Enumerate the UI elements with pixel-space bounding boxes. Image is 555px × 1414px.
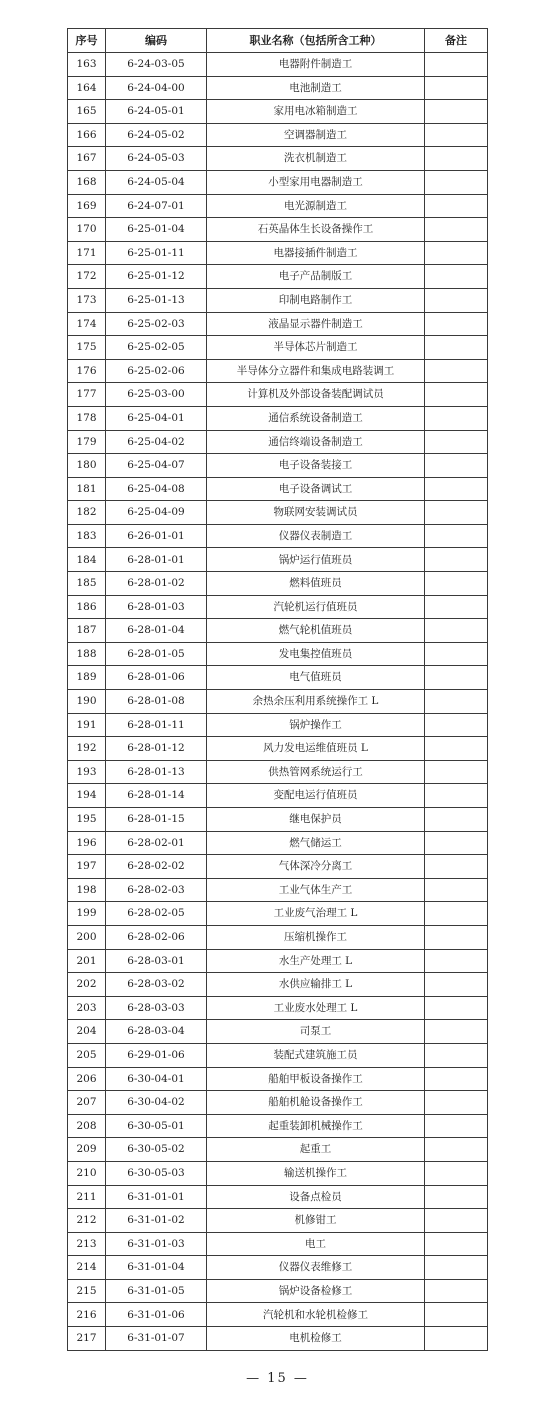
serial-cell: 167 (68, 147, 106, 171)
occupation-name-cell: 半导体分立器件和集成电路装调工 (207, 359, 425, 383)
code-cell: 6-28-02-06 (106, 925, 207, 949)
serial-cell: 171 (68, 241, 106, 265)
remarks-cell (425, 996, 488, 1020)
table-row (68, 784, 488, 808)
remarks-cell (425, 100, 488, 124)
code-cell: 6-28-01-02 (106, 572, 207, 596)
code-cell: 6-29-01-06 (106, 1043, 207, 1067)
table-row (68, 1327, 488, 1351)
code-cell: 6-31-01-01 (106, 1185, 207, 1209)
code-cell: 6-28-01-06 (106, 666, 207, 690)
table-row (68, 878, 488, 902)
serial-cell: 186 (68, 595, 106, 619)
table-row (68, 1067, 488, 1091)
code-cell: 6-25-04-01 (106, 406, 207, 430)
table-row (68, 241, 488, 265)
occupation-table (67, 28, 488, 1351)
occupation-name-cell: 变配电运行值班员 (207, 784, 425, 808)
table-row (68, 642, 488, 666)
serial-cell: 189 (68, 666, 106, 690)
table-row (68, 430, 488, 454)
table-row (68, 1303, 488, 1327)
remarks-cell (425, 973, 488, 997)
serial-cell: 194 (68, 784, 106, 808)
serial-cell: 169 (68, 194, 106, 218)
occupation-name-cell: 半导体芯片制造工 (207, 336, 425, 360)
remarks-cell (425, 241, 488, 265)
table-row (68, 218, 488, 242)
serial-cell: 172 (68, 265, 106, 289)
remarks-cell (425, 406, 488, 430)
table-row (68, 1209, 488, 1233)
table-row (68, 1185, 488, 1209)
occupation-name-cell: 供热管网系统运行工 (207, 760, 425, 784)
table-row (68, 1043, 488, 1067)
serial-cell: 215 (68, 1279, 106, 1303)
table-row (68, 123, 488, 147)
remarks-cell (425, 147, 488, 171)
serial-cell: 196 (68, 831, 106, 855)
remarks-cell (425, 595, 488, 619)
table-row (68, 524, 488, 548)
remarks-cell (425, 477, 488, 501)
code-cell: 6-25-01-12 (106, 265, 207, 289)
occupation-name-cell: 通信系统设备制造工 (207, 406, 425, 430)
table-row (68, 548, 488, 572)
serial-cell: 210 (68, 1161, 106, 1185)
serial-cell: 187 (68, 619, 106, 643)
code-cell: 6-25-01-04 (106, 218, 207, 242)
table-row (68, 713, 488, 737)
table-row (68, 194, 488, 218)
code-cell: 6-24-05-01 (106, 100, 207, 124)
table-row (68, 760, 488, 784)
serial-cell: 216 (68, 1303, 106, 1327)
table-row (68, 1161, 488, 1185)
serial-cell: 165 (68, 100, 106, 124)
table-row (68, 855, 488, 879)
serial-cell: 205 (68, 1043, 106, 1067)
code-cell: 6-25-01-11 (106, 241, 207, 265)
serial-cell: 202 (68, 973, 106, 997)
table-row (68, 1020, 488, 1044)
table-row (68, 100, 488, 124)
remarks-cell (425, 288, 488, 312)
header-remarks: 备注 (425, 29, 488, 53)
code-cell: 6-25-04-07 (106, 454, 207, 478)
code-cell: 6-28-01-08 (106, 690, 207, 714)
code-cell: 6-28-01-11 (106, 713, 207, 737)
code-cell: 6-31-01-06 (106, 1303, 207, 1327)
occupation-name-cell: 水供应输排工 L (207, 973, 425, 997)
serial-cell: 164 (68, 76, 106, 100)
occupation-name-cell: 石英晶体生长设备操作工 (207, 218, 425, 242)
code-cell: 6-31-01-03 (106, 1232, 207, 1256)
remarks-cell (425, 359, 488, 383)
serial-cell: 204 (68, 1020, 106, 1044)
code-cell: 6-28-01-04 (106, 619, 207, 643)
code-cell: 6-28-01-12 (106, 737, 207, 761)
remarks-cell (425, 949, 488, 973)
table-row (68, 1232, 488, 1256)
remarks-cell (425, 548, 488, 572)
code-cell: 6-28-01-03 (106, 595, 207, 619)
remarks-cell (425, 855, 488, 879)
code-cell: 6-30-05-03 (106, 1161, 207, 1185)
serial-cell: 185 (68, 572, 106, 596)
serial-cell: 173 (68, 288, 106, 312)
code-cell: 6-28-03-01 (106, 949, 207, 973)
table-row (68, 996, 488, 1020)
code-cell: 6-28-02-03 (106, 878, 207, 902)
table-row (68, 808, 488, 832)
occupation-name-cell: 液晶显示器件制造工 (207, 312, 425, 336)
serial-cell: 166 (68, 123, 106, 147)
code-cell: 6-28-01-14 (106, 784, 207, 808)
code-cell: 6-28-01-13 (106, 760, 207, 784)
remarks-cell (425, 1327, 488, 1351)
table-row (68, 1279, 488, 1303)
remarks-cell (425, 430, 488, 454)
serial-cell: 211 (68, 1185, 106, 1209)
code-cell: 6-25-04-02 (106, 430, 207, 454)
code-cell: 6-31-01-04 (106, 1256, 207, 1280)
occupation-name-cell: 燃料值班员 (207, 572, 425, 596)
occupation-name-cell: 锅炉设备检修工 (207, 1279, 425, 1303)
table-row (68, 406, 488, 430)
occupation-name-cell: 气体深冷分离工 (207, 855, 425, 879)
remarks-cell (425, 666, 488, 690)
occupation-name-cell: 装配式建筑施工员 (207, 1043, 425, 1067)
code-cell: 6-28-03-04 (106, 1020, 207, 1044)
serial-cell: 206 (68, 1067, 106, 1091)
occupation-name-cell: 船舶甲板设备操作工 (207, 1067, 425, 1091)
header-occupation-name: 职业名称（包括所含工种） (207, 29, 425, 53)
occupation-name-cell: 电机检修工 (207, 1327, 425, 1351)
remarks-cell (425, 642, 488, 666)
header-code: 编码 (106, 29, 207, 53)
code-cell: 6-25-02-03 (106, 312, 207, 336)
remarks-cell (425, 383, 488, 407)
table-row (68, 831, 488, 855)
occupation-name-cell: 发电集控值班员 (207, 642, 425, 666)
occupation-name-cell: 锅炉操作工 (207, 713, 425, 737)
remarks-cell (425, 501, 488, 525)
remarks-cell (425, 524, 488, 548)
occupation-name-cell: 洗衣机制造工 (207, 147, 425, 171)
remarks-cell (425, 1279, 488, 1303)
occupation-name-cell: 电气值班员 (207, 666, 425, 690)
serial-cell: 193 (68, 760, 106, 784)
remarks-cell (425, 194, 488, 218)
occupation-name-cell: 电光源制造工 (207, 194, 425, 218)
code-cell: 6-28-02-05 (106, 902, 207, 926)
occupation-name-cell: 输送机操作工 (207, 1161, 425, 1185)
occupation-name-cell: 燃气轮机值班员 (207, 619, 425, 643)
occupation-name-cell: 家用电冰箱制造工 (207, 100, 425, 124)
occupation-name-cell: 司泵工 (207, 1020, 425, 1044)
serial-cell: 213 (68, 1232, 106, 1256)
occupation-name-cell: 电器附件制造工 (207, 53, 425, 77)
serial-cell: 191 (68, 713, 106, 737)
table-row (68, 1138, 488, 1162)
occupation-name-cell: 风力发电运维值班员 L (207, 737, 425, 761)
serial-cell: 184 (68, 548, 106, 572)
occupation-name-cell: 继电保护员 (207, 808, 425, 832)
occupation-name-cell: 电器接插件制造工 (207, 241, 425, 265)
remarks-cell (425, 760, 488, 784)
code-cell: 6-25-01-13 (106, 288, 207, 312)
table-row (68, 949, 488, 973)
remarks-cell (425, 784, 488, 808)
code-cell: 6-24-04-00 (106, 76, 207, 100)
occupation-name-cell: 通信终端设备制造工 (207, 430, 425, 454)
serial-cell: 170 (68, 218, 106, 242)
table-row (68, 170, 488, 194)
remarks-cell (425, 878, 488, 902)
serial-cell: 212 (68, 1209, 106, 1233)
occupation-name-cell: 电池制造工 (207, 76, 425, 100)
remarks-cell (425, 831, 488, 855)
remarks-cell (425, 1138, 488, 1162)
occupation-name-cell: 起重工 (207, 1138, 425, 1162)
occupation-name-cell: 设备点检员 (207, 1185, 425, 1209)
remarks-cell (425, 1114, 488, 1138)
serial-cell: 163 (68, 53, 106, 77)
occupation-name-cell: 小型家用电器制造工 (207, 170, 425, 194)
code-cell: 6-31-01-07 (106, 1327, 207, 1351)
code-cell: 6-30-04-01 (106, 1067, 207, 1091)
table-row (68, 359, 488, 383)
table-row (68, 383, 488, 407)
remarks-cell (425, 1256, 488, 1280)
code-cell: 6-24-05-04 (106, 170, 207, 194)
code-cell: 6-25-04-08 (106, 477, 207, 501)
serial-cell: 175 (68, 336, 106, 360)
remarks-cell (425, 902, 488, 926)
code-cell: 6-31-01-02 (106, 1209, 207, 1233)
remarks-cell (425, 1303, 488, 1327)
table-row (68, 454, 488, 478)
code-cell: 6-30-04-02 (106, 1091, 207, 1115)
page-number: — 15 — (246, 1371, 309, 1386)
code-cell: 6-28-02-02 (106, 855, 207, 879)
remarks-cell (425, 1161, 488, 1185)
code-cell: 6-28-03-02 (106, 973, 207, 997)
table-row (68, 288, 488, 312)
code-cell: 6-28-02-01 (106, 831, 207, 855)
code-cell: 6-25-04-09 (106, 501, 207, 525)
table-row (68, 477, 488, 501)
remarks-cell (425, 808, 488, 832)
serial-cell: 178 (68, 406, 106, 430)
occupation-name-cell: 空调器制造工 (207, 123, 425, 147)
code-cell: 6-31-01-05 (106, 1279, 207, 1303)
occupation-name-cell: 工业气体生产工 (207, 878, 425, 902)
occupation-name-cell: 印制电路制作工 (207, 288, 425, 312)
serial-cell: 180 (68, 454, 106, 478)
code-cell: 6-24-05-02 (106, 123, 207, 147)
header-serial: 序号 (68, 29, 106, 53)
occupation-name-cell: 压缩机操作工 (207, 925, 425, 949)
remarks-cell (425, 1020, 488, 1044)
code-cell: 6-25-03-00 (106, 383, 207, 407)
code-cell: 6-28-01-05 (106, 642, 207, 666)
serial-cell: 200 (68, 925, 106, 949)
occupation-name-cell: 电子产品制版工 (207, 265, 425, 289)
table-row (68, 595, 488, 619)
remarks-cell (425, 1091, 488, 1115)
occupation-name-cell: 燃气储运工 (207, 831, 425, 855)
remarks-cell (425, 690, 488, 714)
table-row (68, 737, 488, 761)
serial-cell: 190 (68, 690, 106, 714)
occupation-name-cell: 仪器仪表维修工 (207, 1256, 425, 1280)
serial-cell: 201 (68, 949, 106, 973)
occupation-name-cell: 仪器仪表制造工 (207, 524, 425, 548)
remarks-cell (425, 1043, 488, 1067)
table-row (68, 312, 488, 336)
remarks-cell (425, 53, 488, 77)
table-row (68, 147, 488, 171)
code-cell: 6-26-01-01 (106, 524, 207, 548)
table-row (68, 690, 488, 714)
remarks-cell (425, 925, 488, 949)
remarks-cell (425, 1067, 488, 1091)
remarks-cell (425, 737, 488, 761)
serial-cell: 182 (68, 501, 106, 525)
remarks-cell (425, 572, 488, 596)
serial-cell: 207 (68, 1091, 106, 1115)
serial-cell: 176 (68, 359, 106, 383)
table-row (68, 336, 488, 360)
table-row (68, 76, 488, 100)
table-row (68, 53, 488, 77)
serial-cell: 197 (68, 855, 106, 879)
code-cell: 6-28-01-15 (106, 808, 207, 832)
remarks-cell (425, 336, 488, 360)
code-cell: 6-24-07-01 (106, 194, 207, 218)
occupation-name-cell: 锅炉运行值班员 (207, 548, 425, 572)
code-cell: 6-28-01-01 (106, 548, 207, 572)
code-cell: 6-30-05-02 (106, 1138, 207, 1162)
table-body (68, 53, 488, 1351)
table-row (68, 973, 488, 997)
serial-cell: 181 (68, 477, 106, 501)
code-cell: 6-24-03-05 (106, 53, 207, 77)
serial-cell: 188 (68, 642, 106, 666)
serial-cell: 195 (68, 808, 106, 832)
code-cell: 6-24-05-03 (106, 147, 207, 171)
remarks-cell (425, 265, 488, 289)
remarks-cell (425, 713, 488, 737)
header-row (68, 29, 488, 53)
remarks-cell (425, 1209, 488, 1233)
occupation-name-cell: 余热余压利用系统操作工 L (207, 690, 425, 714)
serial-cell: 199 (68, 902, 106, 926)
table-row (68, 902, 488, 926)
table-row (68, 265, 488, 289)
remarks-cell (425, 1232, 488, 1256)
serial-cell: 179 (68, 430, 106, 454)
serial-cell: 177 (68, 383, 106, 407)
serial-cell: 183 (68, 524, 106, 548)
occupation-name-cell: 工业废气治理工 L (207, 902, 425, 926)
serial-cell: 203 (68, 996, 106, 1020)
code-cell: 6-30-05-01 (106, 1114, 207, 1138)
occupation-name-cell: 计算机及外部设备装配调试员 (207, 383, 425, 407)
occupation-name-cell: 水生产处理工 L (207, 949, 425, 973)
table-row (68, 619, 488, 643)
occupation-name-cell: 汽轮机和水轮机检修工 (207, 1303, 425, 1327)
occupation-name-cell: 电工 (207, 1232, 425, 1256)
remarks-cell (425, 218, 488, 242)
table-row (68, 1091, 488, 1115)
code-cell: 6-28-03-03 (106, 996, 207, 1020)
remarks-cell (425, 123, 488, 147)
code-cell: 6-25-02-05 (106, 336, 207, 360)
remarks-cell (425, 312, 488, 336)
occupation-name-cell: 电子设备调试工 (207, 477, 425, 501)
remarks-cell (425, 170, 488, 194)
occupation-name-cell: 船舶机舱设备操作工 (207, 1091, 425, 1115)
table-row (68, 925, 488, 949)
serial-cell: 192 (68, 737, 106, 761)
remarks-cell (425, 76, 488, 100)
serial-cell: 174 (68, 312, 106, 336)
serial-cell: 168 (68, 170, 106, 194)
serial-cell: 214 (68, 1256, 106, 1280)
table-row (68, 1256, 488, 1280)
occupation-name-cell: 起重装卸机械操作工 (207, 1114, 425, 1138)
occupation-name-cell: 机修钳工 (207, 1209, 425, 1233)
serial-cell: 198 (68, 878, 106, 902)
occupation-name-cell: 电子设备装接工 (207, 454, 425, 478)
occupation-name-cell: 汽轮机运行值班员 (207, 595, 425, 619)
remarks-cell (425, 619, 488, 643)
occupation-name-cell: 物联网安装调试员 (207, 501, 425, 525)
occupation-name-cell: 工业废水处理工 L (207, 996, 425, 1020)
serial-cell: 209 (68, 1138, 106, 1162)
serial-cell: 217 (68, 1327, 106, 1351)
code-cell: 6-25-02-06 (106, 359, 207, 383)
table-row (68, 666, 488, 690)
remarks-cell (425, 1185, 488, 1209)
remarks-cell (425, 454, 488, 478)
serial-cell: 208 (68, 1114, 106, 1138)
table-row (68, 1114, 488, 1138)
table-row (68, 572, 488, 596)
table-row (68, 501, 488, 525)
table-header (68, 29, 488, 53)
